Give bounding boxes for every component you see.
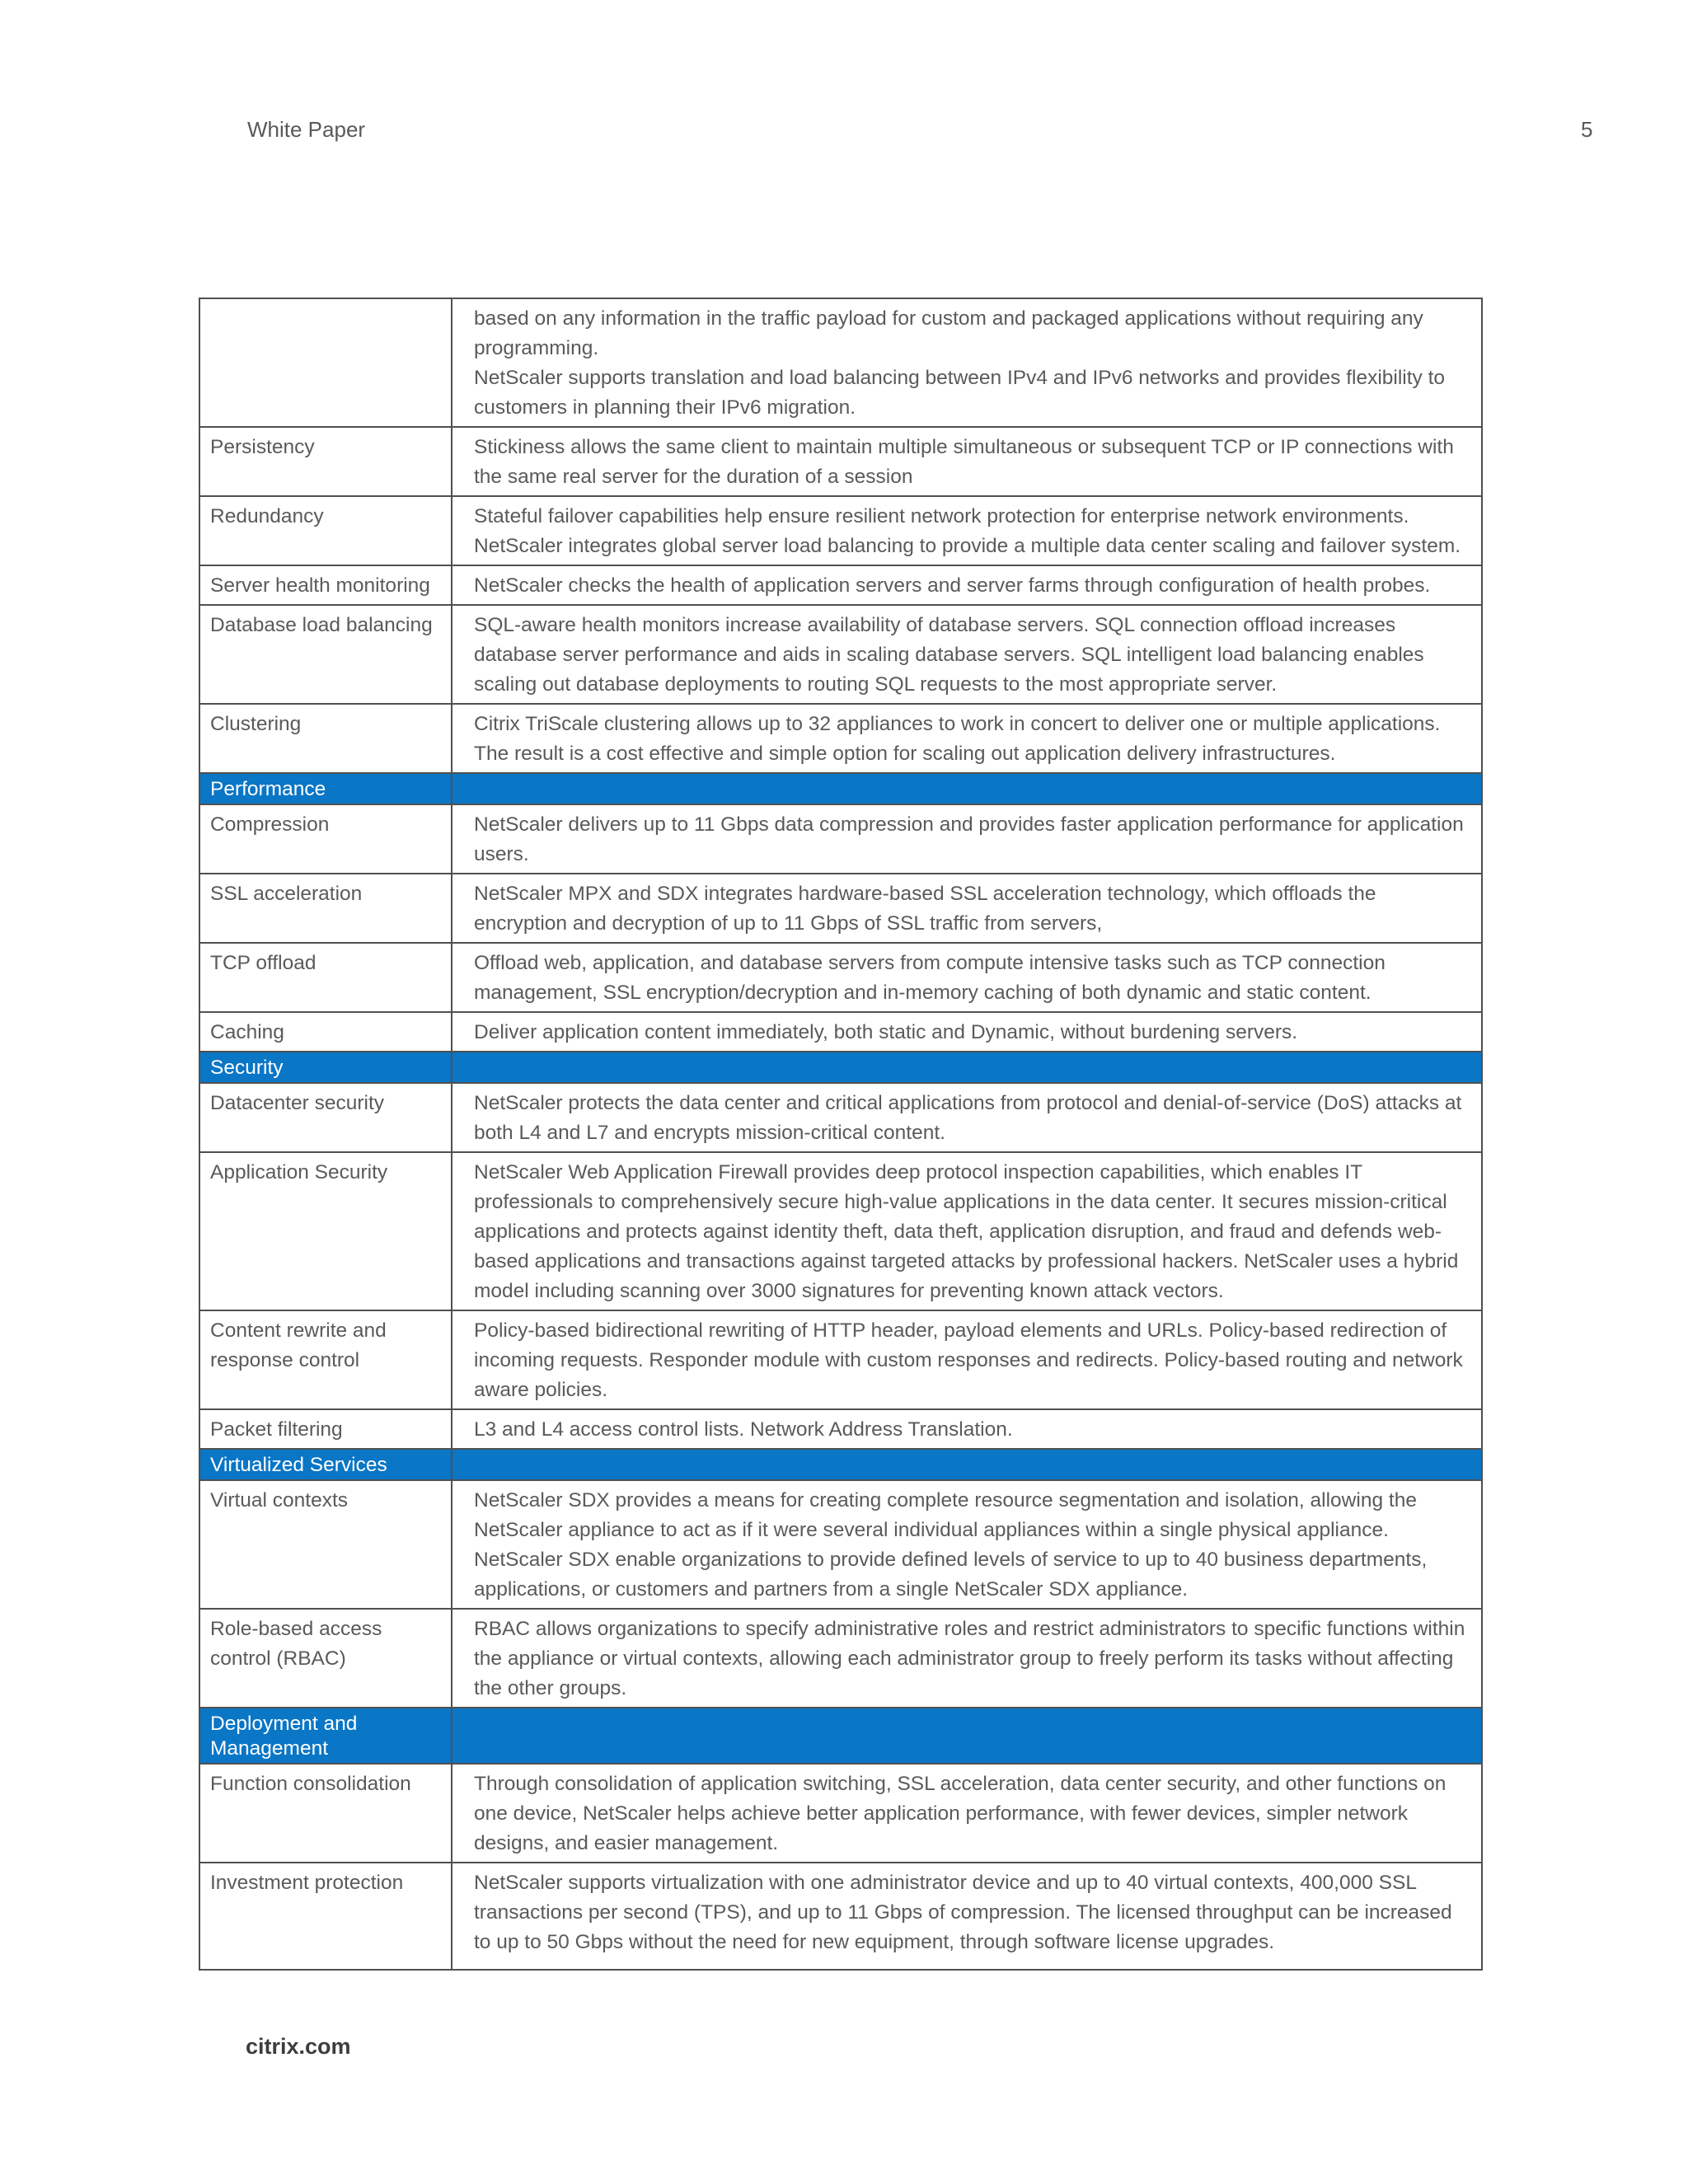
description-paragraph: based on any information in the traffic payload for custom and packaged applications without requiring any programming.: [474, 307, 1423, 359]
description-paragraph: NetScaler delivers up to 11 Gbps data compression and provides faster application performance for application users.: [474, 813, 1464, 865]
section-fill: [452, 1449, 1482, 1480]
feature-description: [452, 1152, 1482, 1310]
feature-name: Server health monitoring: [199, 565, 452, 605]
feature-name: Clustering: [199, 704, 452, 773]
table-row: [199, 1409, 1482, 1449]
description-paragraph: Citrix TriScale clustering allows up to 32 appliances to work in concert to deliver one or multiple applications. The result is a cost effective and simple option for scaling out application delivery infrastructures.: [474, 713, 1441, 765]
feature-name: Database load balancing: [199, 605, 452, 704]
feature-name: Caching: [199, 1012, 452, 1052]
feature-description: [452, 496, 1482, 565]
feature-description: [452, 804, 1482, 874]
feature-description: [452, 1480, 1482, 1609]
feature-description: [452, 1863, 1482, 1970]
feature-name: Datacenter security: [199, 1083, 452, 1152]
feature-description: [452, 605, 1482, 704]
feature-name: Packet filtering: [199, 1409, 452, 1449]
section-title: Deployment and Management: [199, 1708, 452, 1764]
description-paragraph: NetScaler supports translation and load balancing between IPv4 and IPv6 networks and provides flexibility to customers in planning their IPv6 migration.: [474, 367, 1446, 419]
table-row: [199, 1863, 1482, 1970]
table-row: [199, 1152, 1482, 1310]
table-row: [199, 1012, 1482, 1052]
description-paragraph: Stickiness allows the same client to maintain multiple simultaneous or subsequent TCP or IP connections with the same real server for the duration of a session: [474, 436, 1454, 488]
section-fill: [452, 1708, 1482, 1764]
feature-name: [199, 298, 452, 427]
table-row: [199, 427, 1482, 496]
feature-name: Role-based access control (RBAC): [199, 1609, 452, 1708]
table-row: [199, 1764, 1482, 1863]
section-header-row: [199, 1052, 1482, 1083]
section-header-row: [199, 773, 1482, 804]
feature-description: [452, 1764, 1482, 1863]
table-row: [199, 1609, 1482, 1708]
section-title: Performance: [199, 773, 452, 804]
description-paragraph: NetScaler protects the data center and critical applications from protocol and denial-of-service (DoS) attacks at both L4 and L7 and encrypts mission-critical content.: [474, 1092, 1462, 1144]
feature-description: [452, 874, 1482, 943]
description-paragraph: Through consolidation of application switching, SSL acceleration, data center security, and other functions on one device, NetScaler helps achieve better application performance, with fewer devices, simpler network designs, and easier management.: [474, 1773, 1447, 1854]
feature-name: Application Security: [199, 1152, 452, 1310]
feature-description: [452, 1083, 1482, 1152]
section-header-row: [199, 1449, 1482, 1480]
section-fill: [452, 1052, 1482, 1083]
feature-description: [452, 943, 1482, 1012]
description-paragraph: Offload web, application, and database servers from compute intensive tasks such as TCP connection management, SSL encryption/decryption and in-memory caching of both dynamic and static content.: [474, 952, 1386, 1004]
feature-description: [452, 1310, 1482, 1409]
description-paragraph: NetScaler MPX and SDX integrates hardware-based SSL acceleration technology, which offloads the encryption and decryption of up to 11 Gbps of SSL traffic from servers,: [474, 883, 1376, 935]
table-row: [199, 943, 1482, 1012]
feature-name: Function consolidation: [199, 1764, 452, 1863]
description-paragraph: NetScaler SDX provides a means for creating complete resource segmentation and isolation, allowing the NetScaler appliance to act as if it were several individual appliances within a single physical appliance. NetScaler SDX enable organizations to provide defined levels of service to up to 40 business departments, applications, or customers and partners from a single NetScaler SDX appliance.: [474, 1489, 1428, 1601]
feature-name: Content rewrite and response control: [199, 1310, 452, 1409]
description-paragraph: L3 and L4 access control lists. Network Address Translation.: [474, 1418, 1013, 1441]
description-paragraph: SQL-aware health monitors increase availability of database servers. SQL connection offload increases database server performance and aids in scaling database servers. SQL intelligent load balancing enables scaling out database deployments to routing SQL requests to the most appropriate server.: [474, 614, 1424, 696]
table-row: [199, 874, 1482, 943]
table-row: [199, 804, 1482, 874]
feature-table: [199, 298, 1483, 1971]
table-row: [199, 1083, 1482, 1152]
table-row: [199, 1480, 1482, 1609]
description-paragraph: NetScaler checks the health of application servers and server farms through configuration of health probes.: [474, 574, 1431, 597]
section-title: Virtualized Services: [199, 1449, 452, 1480]
table-row: [199, 298, 1482, 427]
section-fill: [452, 773, 1482, 804]
feature-name: Virtual contexts: [199, 1480, 452, 1609]
table-row: [199, 1310, 1482, 1409]
feature-name: Investment protection: [199, 1863, 452, 1970]
feature-description: [452, 427, 1482, 496]
feature-name: SSL acceleration: [199, 874, 452, 943]
footer-site[interactable]: citrix.com: [246, 2034, 351, 2059]
feature-name: TCP offload: [199, 943, 452, 1012]
feature-description: [452, 1609, 1482, 1708]
feature-description: [452, 1409, 1482, 1449]
description-paragraph: Deliver application content immediately, both static and Dynamic, without burdening servers.: [474, 1021, 1298, 1043]
feature-description: [452, 565, 1482, 605]
feature-name: Persistency: [199, 427, 452, 496]
feature-description: [452, 298, 1482, 427]
table-row: [199, 565, 1482, 605]
feature-description: [452, 1012, 1482, 1052]
description-paragraph: NetScaler Web Application Firewall provides deep protocol inspection capabilities, which enables IT professionals to comprehensively secure high-value applications in the data center. It secures mission-critical applications and protects against identity theft, data theft, application disruption, and fraud and defends web-based applications and transactions against targeted attacks by professional hackers. NetScaler uses a hybrid model including scanning over 3000 signatures for preventing known attack vectors.: [474, 1161, 1459, 1302]
section-header-row: [199, 1708, 1482, 1764]
description-paragraph: Stateful failover capabilities help ensure resilient network protection for enterprise network environments. NetScaler integrates global server load balancing to provide a multiple data center scaling and failover system.: [474, 505, 1461, 557]
description-paragraph: RBAC allows organizations to specify administrative roles and restrict administrators to specific functions within the appliance or virtual contexts, allowing each administrator group to freely perform its tasks without affecting the other groups.: [474, 1618, 1465, 1699]
feature-name: Redundancy: [199, 496, 452, 565]
header-title: White Paper: [247, 117, 366, 142]
description-paragraph: Policy-based bidirectional rewriting of HTTP header, payload elements and URLs. Policy-based redirection of incoming requests. Responder module with custom responses and redirects. Policy-based routing and network aware policies.: [474, 1319, 1463, 1401]
section-title: Security: [199, 1052, 452, 1083]
table-row: [199, 496, 1482, 565]
feature-table-body: [199, 298, 1482, 1970]
feature-name: Compression: [199, 804, 452, 874]
table-row: [199, 605, 1482, 704]
description-paragraph: NetScaler supports virtualization with one administrator device and up to 40 virtual contexts, 400,000 SSL transactions per second (TPS), and up to 11 Gbps of compression. The licensed throughput can be increased to up to 50 Gbps without the need for new equipment, through software license upgrades.: [474, 1872, 1452, 1953]
feature-description: [452, 704, 1482, 773]
page-number: 5: [1581, 117, 1593, 142]
table-row: [199, 704, 1482, 773]
